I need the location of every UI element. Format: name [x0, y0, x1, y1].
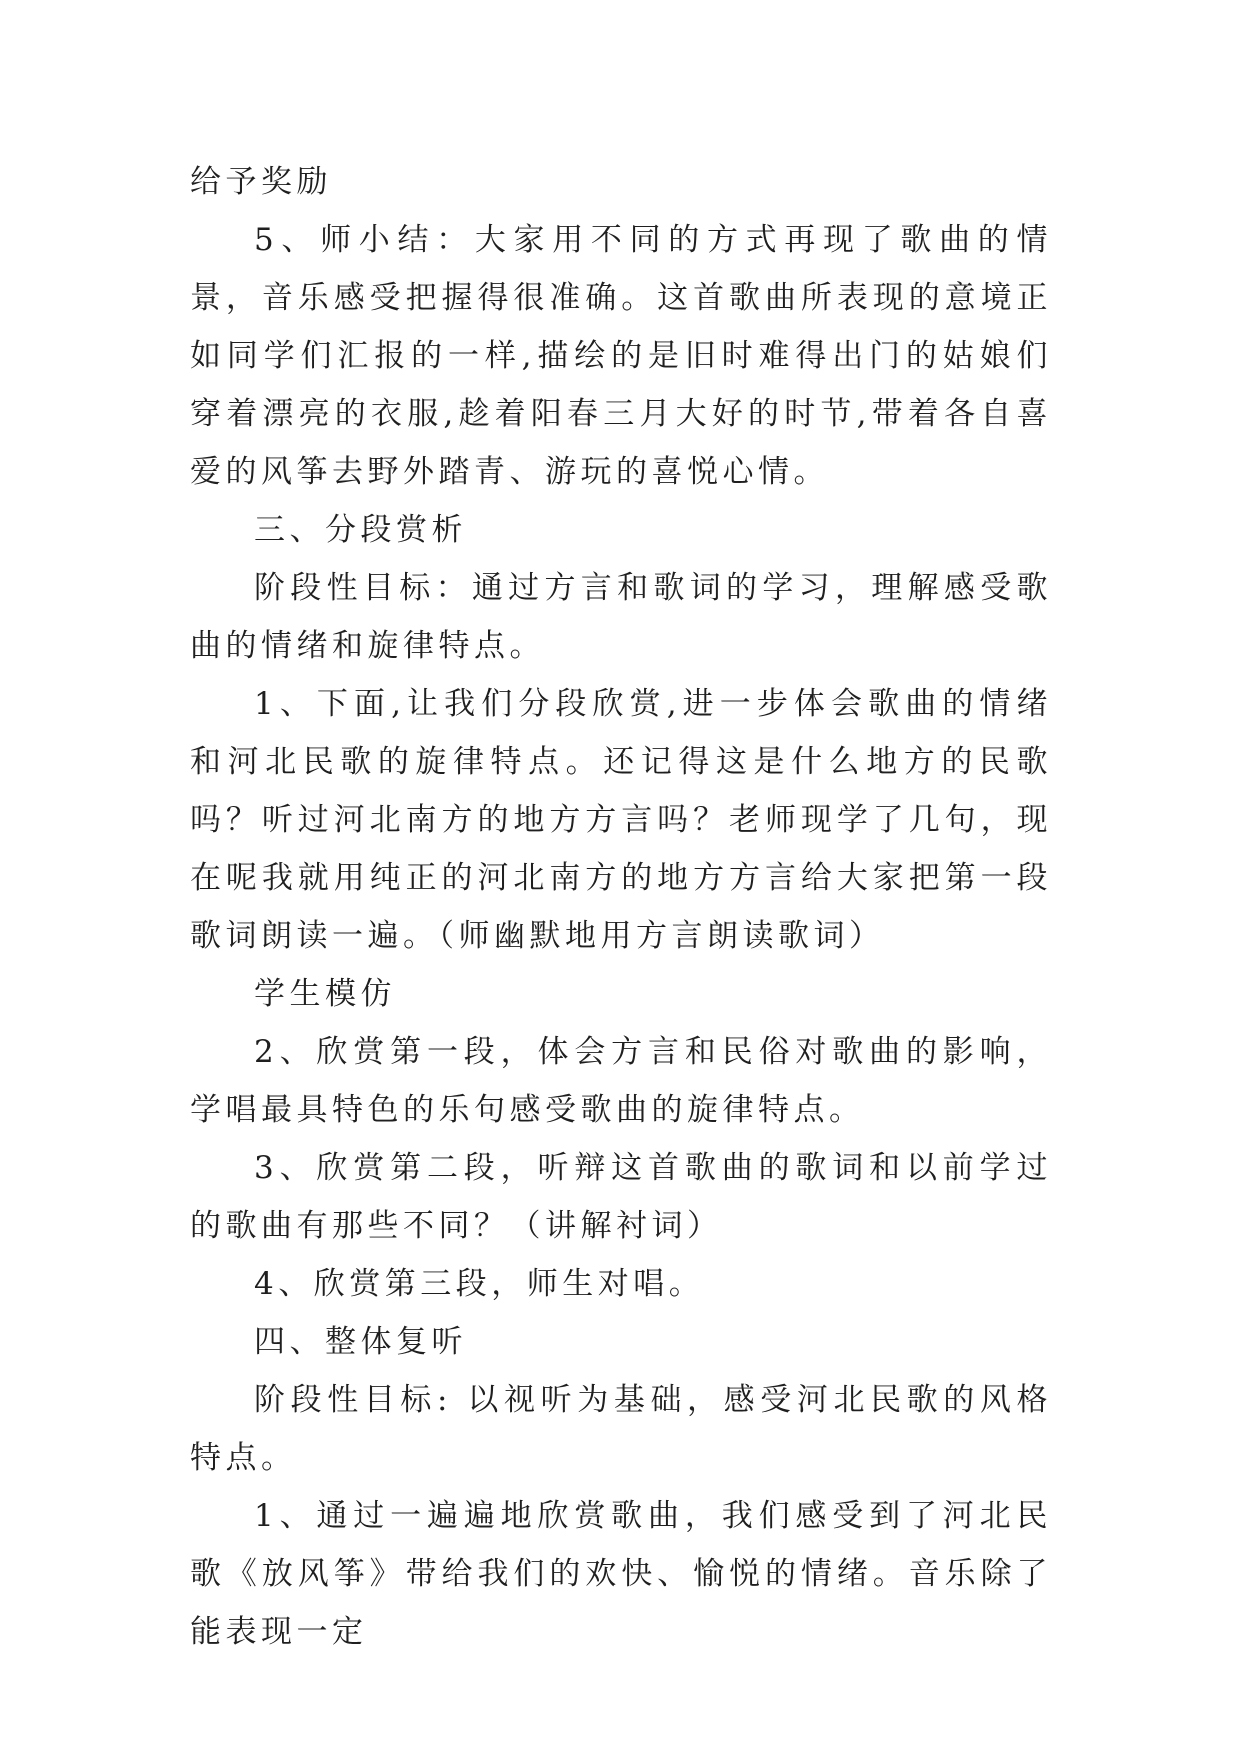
paragraph-step-1: 1、下面,让我们分段欣赏,进一步体会歌曲的情绪和河北民歌的旋律特点。还记得这是什么地方的民歌吗？听过河北南方的地方方言吗？老师现学了几句，现在呢我就用纯正的河北南方的地方方言给大家把第一段歌词朗读一遍。（师幽默地用方言朗读歌词）	[190, 686, 1052, 954]
paragraph-step-4: 4、欣赏第三段，师生对唱。	[254, 1266, 705, 1302]
paragraph-teacher-summary: 5、师小结：大家用不同的方式再现了歌曲的情景，音乐感受把握得很准确。这首歌曲所表现的意境正如同学们汇报的一样,描绘的是旧时难得出门的姑娘们穿着漂亮的衣服,趁着阳春三月大好的时节,带着各自喜爱的风筝去野外踏青、游玩的喜悦心情。	[190, 222, 1052, 490]
paragraph-reward: 给予奖励	[190, 164, 332, 200]
paragraph-student-imitate: 学生模仿	[254, 976, 396, 1012]
paragraph-stage-goal-2: 阶段性目标: 以视听为基础，感受河北民歌的风格特点。	[190, 1382, 1052, 1476]
document-body	[190, 153, 1052, 1661]
paragraph-review-step-1: 1、通过一遍遍地欣赏歌曲，我们感受到了河北民歌《放风筝》带给我们的欢快、愉悦的情绪。音乐除了能表现一定	[190, 1498, 1052, 1650]
paragraph-stage-goal-1: 阶段性目标：通过方言和歌词的学习，理解感受歌曲的情绪和旋律特点。	[190, 570, 1052, 664]
section-heading-overall-review: 四、整体复听	[254, 1324, 467, 1360]
paragraph-step-3: 3、欣赏第二段，听辩这首歌曲的歌词和以前学过的歌曲有那些不同？（讲解衬词）	[190, 1150, 1052, 1244]
section-heading-segment-appreciation: 三、分段赏析	[254, 512, 467, 548]
paragraph-step-2: 2、欣赏第一段，体会方言和民俗对歌曲的影响，学唱最具特色的乐句感受歌曲的旋律特点。	[190, 1034, 1052, 1128]
